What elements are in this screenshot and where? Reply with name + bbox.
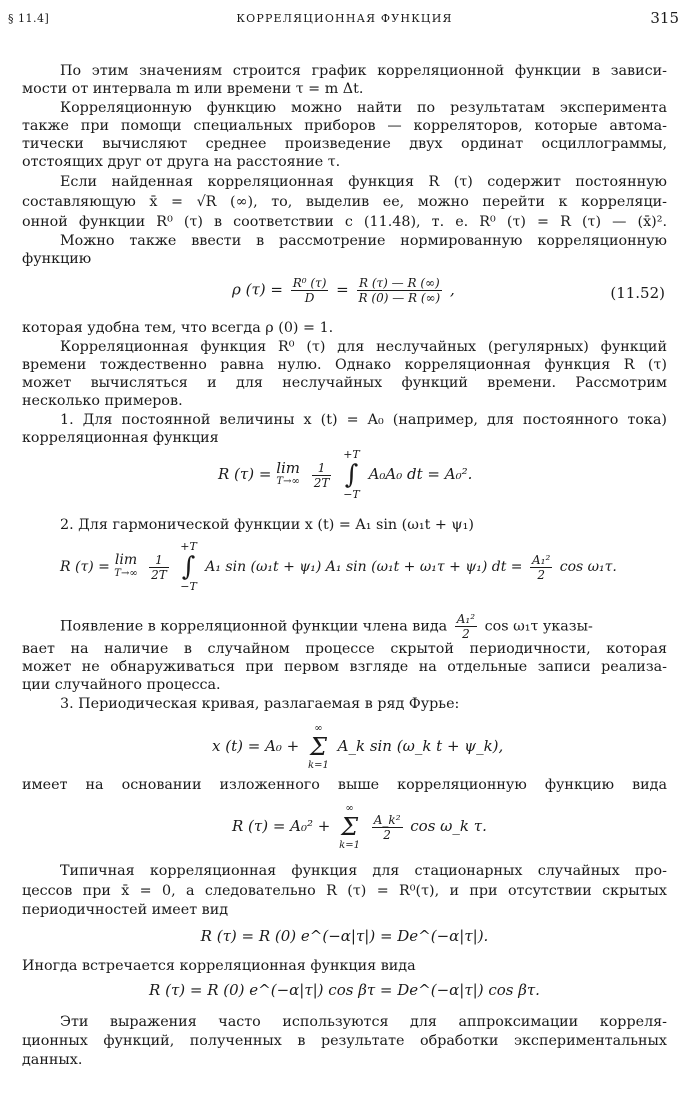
denominator: D [304, 291, 315, 305]
text-line: Можно также ввести в рассмотрение нормированную корреляционную [60, 233, 667, 249]
lim-subscript: T→∞ [114, 568, 138, 579]
text-fragment: Появление в корреляционной функции члена вида [60, 618, 448, 635]
sum-sign [308, 722, 329, 772]
eq-part: , [450, 280, 455, 299]
denominator: 2 [383, 827, 391, 842]
upper-limit: +T [180, 540, 197, 553]
text-line: данных. [22, 1052, 83, 1068]
upper-limit: +T [343, 448, 360, 461]
text-line: может вычисляться и для неслучайных функций времени. Рассмотрим [22, 375, 667, 391]
upper-limit: ∞ [345, 803, 354, 814]
equation-exponential-cosine: R (τ) = R (0) e^(−α|τ|) cos βτ = De^(−α|τ|) cos βτ. [149, 981, 540, 999]
eq-part: A₁ sin (ω₁t + ψ₁) A₁ sin (ω₁t + ω₁τ + ψ₁) dt = [205, 559, 523, 575]
lower-limit: −T [180, 580, 197, 593]
numerator: R⁰ (τ) [292, 276, 327, 290]
integral-sign [180, 540, 197, 594]
text-line: которая удобна тем, что всегда ρ (0) = 1. [22, 320, 334, 336]
text-line: составляющую x̄ = √R (∞), то, выделив ее, можно перейти к корреляци- [22, 194, 667, 210]
equation-number: (11.52) [610, 284, 665, 302]
fraction [312, 461, 332, 490]
limit-operator [114, 553, 137, 581]
integral-symbol: ∫ [344, 460, 359, 490]
equation-fourier-series [212, 722, 503, 772]
denominator: R (0) — R (∞) [358, 291, 441, 305]
eq-part: R (τ) = [60, 559, 110, 575]
upper-limit: ∞ [314, 723, 323, 734]
text-line: Если найденная корреляционная функция R (τ) содержит постоянную [60, 174, 667, 190]
eq-part: A_k sin (ω_k t + ψ_k), [337, 737, 504, 755]
text-line: может не обнаруживаться при первом взгляде на отдельные записи реализа- [22, 659, 667, 675]
text-line: мости от интервала m или времени τ = m Δt. [22, 81, 364, 97]
fraction [372, 813, 403, 842]
denominator: 2T [151, 567, 167, 582]
text-line: ционных функций, полученных в результате обработки экспериментальных [22, 1033, 667, 1049]
limit-operator [276, 461, 300, 489]
sum-symbol: Σ [341, 813, 359, 841]
lim-subscript: T→∞ [276, 476, 300, 487]
numerator: A₁² [531, 552, 551, 567]
sum-symbol: Σ [309, 733, 327, 761]
eq-part: x (t) = A₀ + [212, 737, 300, 755]
lim-text: lim [276, 459, 301, 477]
text-line: Корреляционную функцию можно найти по результатам эксперимента [60, 100, 667, 116]
integral-symbol: ∫ [181, 552, 196, 582]
equation-11-52 [232, 276, 455, 305]
running-title: КОРРЕЛЯЦИОННАЯ ФУНКЦИЯ [236, 12, 453, 25]
eq-part: A₀A₀ dt = A₀². [368, 465, 473, 483]
fraction [291, 276, 329, 305]
text-line: ции случайного процесса. [22, 677, 221, 693]
numerator: R (τ) — R (∞) [357, 276, 443, 291]
fraction [357, 276, 443, 305]
eq-part: = [336, 280, 349, 299]
text-line: функцию [22, 251, 92, 267]
text-line: имеет на основании изложенного выше корреляционную функцию вида [22, 777, 667, 793]
equation-constant [218, 448, 472, 502]
text-line: времени тождественно равна нулю. Однако корреляционная функция R (τ) [22, 357, 667, 373]
eq-part: R (τ) = [218, 465, 272, 483]
text-line: отстоящих друг от друга на расстояние τ. [22, 154, 341, 170]
text-line: Иногда встречается корреляционная функция вида [22, 958, 416, 974]
denominator: 2 [462, 627, 470, 641]
page-number: 315 [650, 9, 679, 27]
fraction [149, 553, 169, 582]
text-line: тически вычисляют среднее произведение двух ординат осциллограммы, [22, 136, 667, 152]
eq-part: R (τ) = A₀² + [232, 817, 331, 835]
text-line: цессов при x̄ = 0, а следовательно R (τ) = R⁰(τ), и при отсутствии скрытых [22, 883, 667, 899]
text-line: несколько примеров. [22, 393, 183, 409]
equation-fourier-correlation [232, 802, 487, 852]
equation-harmonic [60, 540, 617, 594]
numerator: 1 [149, 553, 169, 568]
text-line: корреляционная функция [22, 430, 219, 446]
text-line: Корреляционная функция R⁰ (τ) для неслучайных (регулярных) функций [60, 339, 667, 355]
eq-part: cos ω₁τ. [559, 559, 617, 575]
text-line: По этим значениям строится график корреляционной функции в зависи- [60, 63, 667, 79]
sum-sign [339, 802, 360, 852]
eq-part: ρ (τ) = [232, 280, 283, 299]
inline-fraction [455, 612, 477, 641]
text-fragment: cos ω₁τ указы- [484, 618, 593, 635]
text-line: также при помощи специальных приборов — корреляторов, которые автома- [22, 118, 667, 134]
integral-sign [343, 448, 360, 502]
lower-limit: k=1 [308, 760, 329, 771]
eq-part: cos ω_k τ. [410, 817, 487, 835]
numerator: 1 [312, 461, 332, 476]
text-line: Эти выражения часто используются для аппроксимации корреля- [60, 1014, 667, 1030]
numerator: A₁² [456, 612, 476, 626]
lim-text: lim [114, 552, 138, 568]
text-line-with-fraction [22, 612, 667, 641]
section-marker: § 11.4] [8, 12, 50, 25]
numerator: A_k² [373, 812, 401, 827]
text-line: 1. Для постоянной величины x (t) = A₀ (например, для постоянного тока) [60, 412, 667, 428]
fraction [530, 553, 552, 582]
text-line: онной функции R⁰ (τ) в соответствии с (11.48), т. е. R⁰ (τ) = R (τ) — (x̄)². [22, 214, 667, 230]
equation-exponential: R (τ) = R (0) e^(−α|τ|) = De^(−α|τ|). [200, 927, 489, 945]
text-line: вает на наличие в случайном процессе скрытой периодичности, которая [22, 641, 667, 657]
text-line: Типичная корреляционная функция для стационарных случайных про- [60, 863, 667, 879]
lower-limit: k=1 [339, 840, 360, 851]
denominator: 2 [537, 567, 545, 582]
denominator: 2T [313, 475, 330, 490]
text-line: 3. Периодическая кривая, разлагаемая в ряд Фурье: [60, 696, 460, 712]
text-line: 2. Для гармонической функции x (t) = A₁ sin (ω₁t + ψ₁) [60, 517, 474, 533]
text-line: периодичностей имеет вид [22, 902, 229, 918]
lower-limit: −T [343, 488, 360, 501]
